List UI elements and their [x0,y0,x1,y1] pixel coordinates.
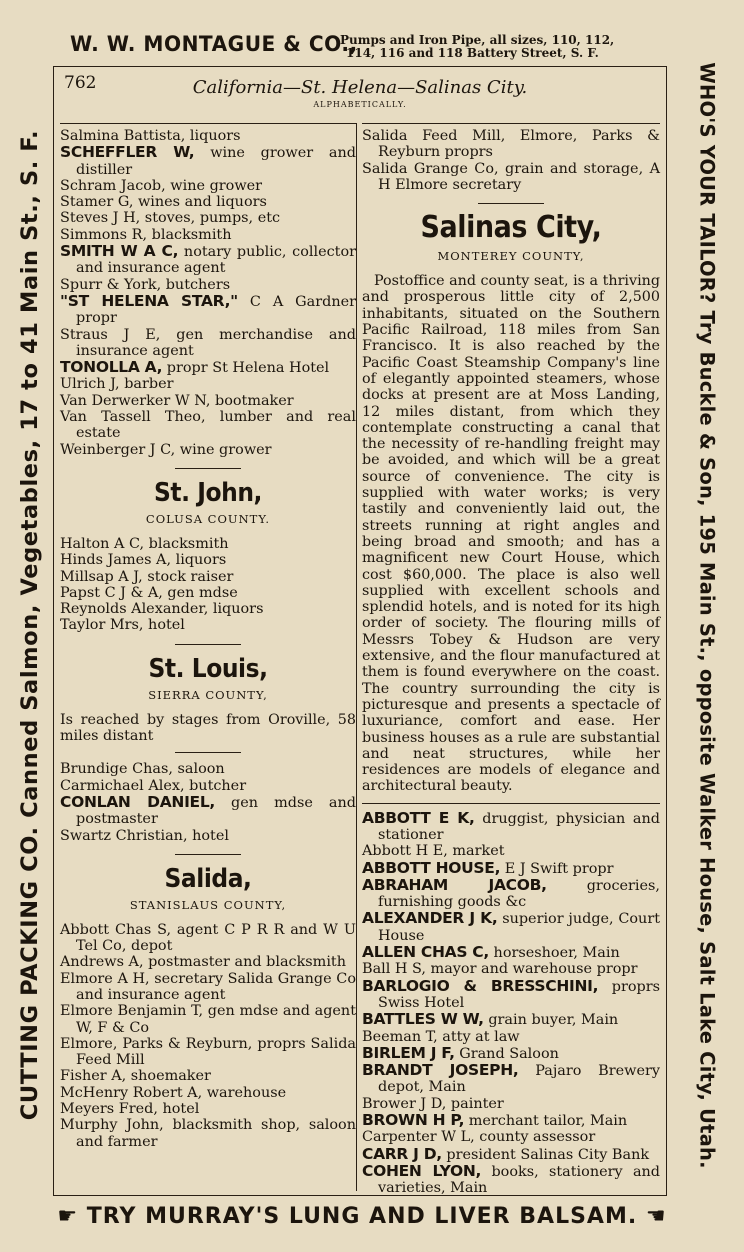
entry-text: Salmina Battista, liquors [60,128,241,144]
directory-entry [60,569,356,585]
entry-text: Ball H S, mayor and warehouse propr [362,961,638,978]
directory-entry [60,828,356,844]
entry-name-bold: "ST HELENA STAR," [60,291,238,310]
entry-name-bold: SCHEFFLER W, [60,143,195,162]
entry-text: Elmore A H, secretary Salida Grange Co and insurance agent [60,970,356,1003]
entry-text: Millsap A J, stock raiser [60,568,234,585]
bottom-advertisement [52,1204,672,1238]
entry-text: horseshoer, Main [488,945,620,962]
entry-text: Meyers Fred, hotel [60,1101,200,1118]
entry-name-bold: ABRAHAM JACOB, [362,875,547,894]
directory-entry [60,1085,356,1101]
directory-entry [60,971,356,1004]
running-title: California—St. Helena—Salinas City. [192,77,528,98]
directory-entry [362,860,660,877]
entry-name-bold: BRANDT JOSEPH, [362,1061,519,1080]
right-side-advertisement [674,60,740,1170]
entry-text: proprs Swiss Hotel [378,978,660,1011]
entry-text: Weinberger J C, wine grower [60,441,272,458]
entry-text: Carpenter W L, county assessor [362,1129,596,1146]
pointing-hand-left-icon: ☛ [57,1204,79,1229]
header-rule [60,123,356,124]
directory-entry [60,409,356,442]
advertiser-line-1: Pumps and Iron Pipe, all sizes, 110, 112, [340,33,615,47]
right-column [362,123,660,1197]
entry-text: Taylor Mrs, hotel [60,617,185,634]
entry-name-bold: SMITH W A C, [60,242,179,261]
directory-entry [60,178,356,194]
entry-text: Ulrich J, barber [60,376,174,393]
entry-text: Elmore Benjamin T, gen mdse and agent W, F & Co [60,1003,356,1036]
directory-entry [362,978,660,1012]
header-rule [362,123,660,124]
advertiser-line-2: 114, 116 and 118 Battery Street, S. F. [346,46,599,60]
section-rule [362,803,660,804]
entry-name-bold: TONOLLA A, [60,358,163,377]
entry-text: Carmichael Alex, butcher [60,777,247,794]
county-salinas-city: MONTEREY COUNTY, [437,249,585,264]
st-john-listing [60,536,356,634]
section-rule [175,644,241,645]
entry-name-bold: BATTLES W W, [362,1010,484,1029]
entry-text: groceries, furnishing goods &c [378,877,660,911]
directory-entry [362,961,660,977]
entry-text: Abbott Chas S, agent C P R R and W U Tel Co, depot [60,921,356,955]
entry-text: Schram Jacob, wine grower [60,177,263,194]
entry-text: Grand Saloon [454,1045,559,1062]
top-advertisement [70,30,670,64]
left-side-advertisement [4,60,56,1190]
entry-text: Elmore, Parks & Reyburn, proprs Salida Feed Mill [60,1035,356,1069]
directory-entry [60,376,356,392]
entry-text: Brower J D, painter [362,1095,504,1112]
salinas-city-description: Postoffice and county seat, is a thriving and prosperous little city of 2,500 inhabitants, situated on the Southern Pacific Railroad, 118 miles from San Francisco. It is also reached by the Pacific Coast Steamship Company's line of elegantly appointed steamers, whose docks at present are at Moss Landing, 12 miles distant, from which they contemplate constructing a canal that the necessity of re-handling freight may be avoided, and which will be a great source of convenience. The city is supplied with water works; is very tastily and conveniently laid out, the streets running at right angles and being broad and smooth; and has a magnificent new Court House, which cost $60,000. The place is also well supplied with excellent schools and splendid hotels, and is noted for its high order of society. The flouring mills of Messrs Tobey & Hudson are very extensive, and the flour manufactured at them is found everywhere on the coast. The country surrounding the city is picturesque and presents a spectacle of luxuriance, comfort and ease. Her business houses as a rule are substantial and neat structures, while her residences are models of elegance and architectural beauty. [362,273,660,795]
salida-continued-listing [362,128,660,193]
directory-entry [362,1163,660,1197]
section-rule [478,203,544,204]
county-st-john: COLUSA COUNTY. [145,511,271,526]
directory-entry [60,761,356,777]
entry-text: Fisher A, shoemaker [60,1068,211,1085]
entry-text: Brundige Chas, saloon [60,761,225,778]
directory-entry [362,1096,660,1112]
directory-entry [60,128,356,144]
alphabetically-label: ALPHABETICALLY. [313,100,407,109]
entry-name-bold: ABBOTT HOUSE, [362,858,501,877]
directory-entry [362,161,660,194]
entry-name-bold: COHEN LYON, [362,1161,482,1180]
directory-entry [362,128,660,161]
entry-text: Reynolds Alexander, liquors [60,601,264,618]
entry-name-bold: CONLAN DANIEL, [60,792,215,811]
entry-text: superior judge, Court House [378,911,660,944]
entry-name-bold: ALLEN CHAS C, [362,943,489,962]
entry-text: Van Tassell Theo, lumber and real estate [60,409,356,442]
directory-entry [362,1029,660,1045]
directory-entry [362,910,660,944]
entry-text: druggist, physician and stationer [378,810,660,843]
county-salida: STANISLAUS COUNTY, [129,897,287,912]
directory-entry [60,393,356,409]
entry-text: C A Gardner propr [76,293,356,327]
section-rule [175,854,241,855]
directory-entry [60,227,356,243]
advertiser-name: W. W. MONTAGUE & CO., [70,32,358,56]
directory-entry [60,1117,356,1150]
page-frame [53,66,667,1196]
left-side-ad-text: CUTTING PACKING CO. Canned Salmon, Vegetables, 17 to 41 Main St., S. F. [17,129,43,1121]
bottom-ad-text: TRY MURRAY'S LUNG AND LIVER BALSAM. [86,1204,638,1229]
entry-text: Pajaro Brewery depot, Main [378,1063,660,1096]
directory-entry [362,1129,660,1145]
page-number: 762 [64,73,97,93]
entry-name-bold: ALEXANDER J K, [362,909,498,928]
directory-entry [60,144,356,178]
entry-text: Beeman T, atty at law [362,1028,520,1045]
directory-entry [60,601,356,617]
entry-name-bold: BIRLEM J F, [362,1043,455,1062]
page-header [54,67,666,122]
entry-text: Halton A C, blacksmith [60,535,229,552]
entry-text: Simmons R, blacksmith [60,226,232,243]
directory-entry [60,617,356,633]
directory-entry [60,922,356,955]
directory-entry [362,1146,660,1163]
directory-entry [60,794,356,828]
directory-entry [362,1062,660,1096]
section-rule [175,468,241,469]
directory-entry [60,778,356,794]
section-title-salinas-city: Salinas City, [420,210,602,246]
entry-text: grain buyer, Main [483,1012,619,1029]
directory-entry [362,843,660,859]
directory-entry [60,1003,356,1036]
directory-entry [60,359,356,376]
section-title-st-john: St. John, [153,477,262,508]
entry-text: McHenry Robert A, warehouse [60,1084,287,1101]
county-st-louis: SIERRA COUNTY, [148,687,268,702]
entry-text: Papst C J & A, gen mdse [60,584,238,601]
section-title-salida: Salida, [164,863,252,894]
section-rule [175,752,241,753]
entry-text: Salida Feed Mill, Elmore, Parks & Reyburn proprs [362,128,660,161]
directory-entry [60,243,356,277]
entry-text: merchant tailor, Main [464,1113,628,1130]
left-column [60,123,356,1150]
directory-entry [60,585,356,601]
salida-listing [60,922,356,1150]
directory-entry [60,954,356,970]
entry-name-bold: CARR J D, [362,1144,442,1163]
entry-text: E J Swift propr [500,860,614,877]
entry-text: Swartz Christian, hotel [60,827,229,844]
directory-entry [60,552,356,568]
st-helena-listing [60,128,356,458]
directory-entry [60,1101,356,1117]
right-side-ad-text: WHO'S YOUR TAILOR? Try Buckle & Son, 195 Main St., opposite Walker House, Salt Lake City, Utah. [695,61,719,1169]
entry-text: gen mdse and postmaster [76,794,356,828]
directory-entry [362,944,660,961]
entry-text: Spurr & York, butchers [60,276,231,293]
entry-name-bold: ABBOTT E K, [362,808,475,827]
directory-entry [362,1045,660,1062]
directory-entry [60,536,356,552]
entry-text: Salida Grange Co, grain and storage, A H Elmore secretary [362,160,660,193]
entry-text: propr St Helena Hotel [162,360,330,377]
directory-entry [60,327,356,360]
entry-text: books, stationery and varieties, Main [378,1163,661,1197]
entry-text: Stamer G, wines and liquors [60,194,267,211]
entry-text: Andrews A, postmaster and blacksmith [60,954,346,971]
directory-entry [60,277,356,293]
directory-entry [362,1112,660,1129]
directory-entry [362,1011,660,1028]
directory-entry [60,1068,356,1084]
column-divider [356,123,357,1191]
entry-text: Steves J H, stoves, pumps, etc [60,210,281,227]
st-louis-listing [60,761,356,843]
entry-text: Straus J E, gen merchandise and insurance agent [60,326,356,359]
pointing-hand-right-icon: ☚ [645,1204,667,1229]
entry-text: Van Derwerker W N, bootmaker [60,392,294,409]
st-louis-description: Is reached by stages from Oroville, 58 miles distant [60,711,356,745]
directory-entry [60,1036,356,1069]
directory-entry [60,442,356,458]
directory-entry [60,194,356,210]
entry-name-bold: BARLOGIO & BRESSCHINI, [362,976,599,995]
entry-text: Abbott H E, market [362,843,505,860]
entry-text: Murphy John, blacksmith shop, saloon and farmer [60,1117,356,1150]
directory-entry [60,293,356,327]
entry-text: notary public, collector and insurance agent [76,244,356,277]
directory-entry [60,210,356,226]
entry-name-bold: BROWN H P, [362,1111,465,1130]
directory-entry [362,810,660,844]
entry-text: wine grower and distiller [76,145,356,178]
entry-text: Hinds James A, liquors [60,552,227,569]
entry-text: president Salinas City Bank [441,1146,650,1163]
section-title-st-louis: St. Louis, [148,653,268,684]
directory-entry [362,877,660,911]
salinas-city-listing [362,810,660,1197]
